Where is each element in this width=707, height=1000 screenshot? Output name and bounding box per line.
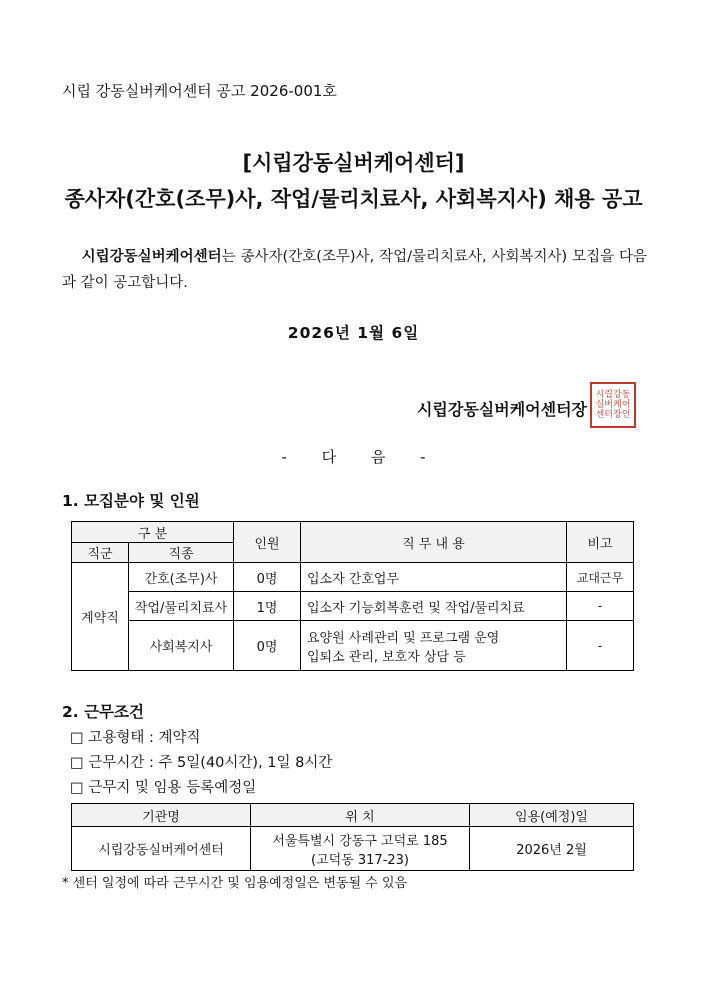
org-cell: 시립강동실버케어센터 (72, 827, 251, 871)
recruit-table (71, 521, 634, 671)
seal-line: 시립강동 (595, 390, 631, 400)
notice-number: 시립 강동실버케어센터 공고 2026-001호 (62, 82, 337, 100)
section2-heading: 2. 근무조건 (62, 703, 144, 721)
workplace-table (71, 803, 634, 871)
th-job: 직종 (129, 543, 234, 563)
table-row (72, 621, 634, 671)
th-count: 인원 (234, 522, 301, 563)
intro-org: 시립강동실버케어센터 (81, 249, 222, 265)
location-line: 서울특별시 강동구 고덕로 185 (272, 833, 448, 849)
table-row (72, 563, 634, 592)
bullet-employment-type: □ 고용형태 : 계약직 (70, 730, 201, 746)
title-line1: [시립강동실버케어센터] (242, 151, 465, 175)
group-cell: 계약직 (72, 563, 129, 671)
seal-line: 실버케어 (595, 400, 631, 410)
table-row (72, 592, 634, 621)
appoint-cell: 2026년 2월 (470, 827, 634, 871)
th-remarks: 비고 (567, 522, 634, 563)
th-appoint: 임용(예정)일 (470, 804, 634, 827)
job-cell: 간호(조무)사 (129, 563, 234, 592)
th-org: 기관명 (72, 804, 251, 827)
duties-cell (301, 621, 567, 671)
signatory: 시립강동실버케어센터장 (416, 400, 587, 419)
intro-text: 는 종사자(간호(조무)사, 작업/물리치료사, 사회복지사) 모집을 다음과 같이 공고합니다. (62, 249, 647, 291)
duties-cell: 입소자 간호업무 (301, 563, 567, 592)
dagum-separator: - 다 음 - (281, 448, 426, 466)
intro-paragraph (62, 244, 647, 296)
count-cell: 1명 (234, 592, 301, 621)
th-location: 위 치 (251, 804, 470, 827)
table-row (72, 827, 634, 871)
seal-line: 센터장인 (595, 410, 631, 420)
count-cell: 0명 (234, 621, 301, 671)
th-category: 구 분 (72, 522, 234, 543)
remarks-cell: - (567, 621, 634, 671)
section1-heading: 1. 모집분야 및 인원 (62, 492, 200, 510)
remarks-cell: - (567, 592, 634, 621)
count-cell: 0명 (234, 563, 301, 592)
job-cell: 사회복지사 (129, 621, 234, 671)
job-cell: 작업/물리치료사 (129, 592, 234, 621)
location-cell (251, 827, 470, 871)
remarks-cell: 교대근무 (567, 563, 634, 592)
duties-line: 요양원 사례관리 및 프로그램 운영 (307, 630, 500, 646)
th-duties: 직 무 내 용 (301, 522, 567, 563)
official-seal (590, 382, 636, 428)
duties-cell: 입소자 기능회복훈련 및 작업/물리치료 (301, 592, 567, 621)
bullet-workplace: □ 근무지 및 임용 등록예정일 (70, 780, 257, 796)
announce-date: 2026년 1월 6일 (287, 324, 420, 342)
bullet-work-hours: □ 근무시간 : 주 5일(40시간), 1일 8시간 (70, 755, 333, 771)
th-group: 직군 (72, 543, 129, 563)
title-line2: 종사자(간호(조무)사, 작업/물리치료사, 사회복지사) 채용 공고 (64, 187, 643, 211)
duties-line: 입퇴소 관리, 보호자 상담 등 (307, 649, 466, 665)
footnote: * 센터 일정에 따라 근무시간 및 임용예정일은 변동될 수 있음 (62, 876, 408, 891)
location-line: (고덕동 317-23) (311, 852, 409, 868)
